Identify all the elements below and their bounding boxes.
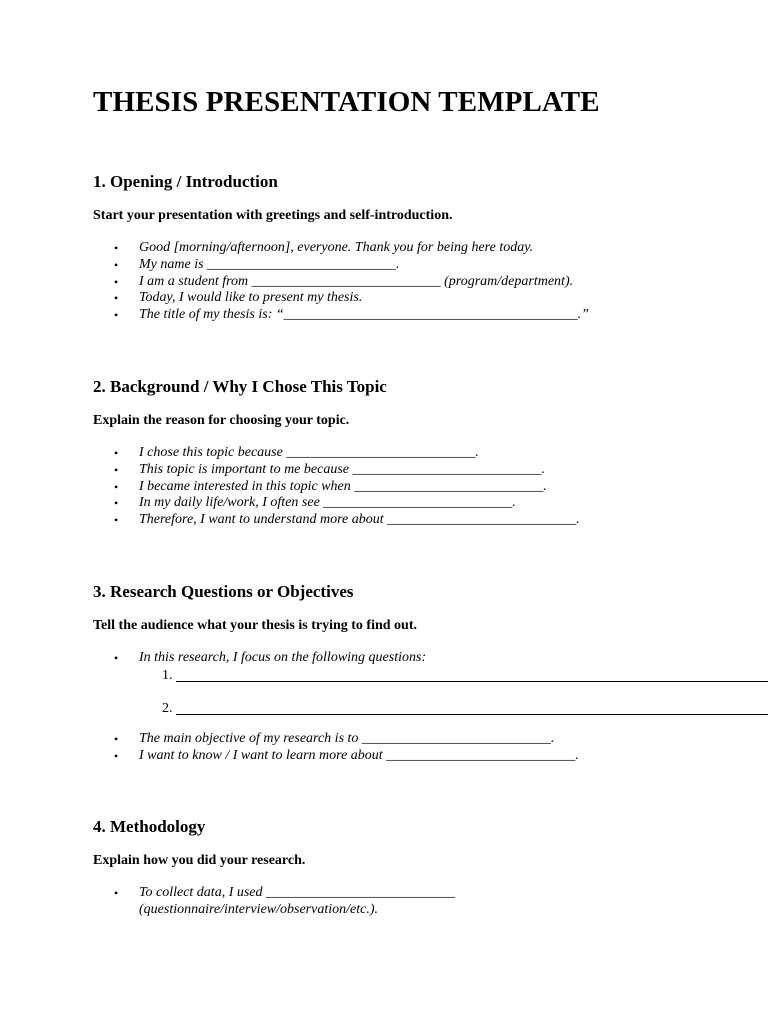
list-item: • In my daily life/work, I often see ___________________________.	[114, 495, 516, 511]
section-background	[93, 377, 753, 529]
list-item: • I want to know / I want to learn more about ___________________________.	[114, 747, 579, 763]
bullet-list	[93, 731, 753, 765]
list-item: • I chose this topic because ___________________________.	[114, 445, 479, 460]
list-item: • I became interested in this topic when ___________________________.	[114, 478, 547, 494]
section-lead: Tell the audience what your thesis is trying to find out.	[93, 618, 417, 633]
bullet-list	[93, 885, 753, 919]
bullet-icon: •	[114, 731, 119, 746]
list-item: • In this research, I focus on the following questions:	[114, 650, 427, 665]
list-item: • The main objective of my research is to ___________________________.	[114, 730, 555, 746]
section-research-questions	[93, 582, 753, 764]
blank-line	[176, 681, 768, 682]
section-lead: Explain how you did your research.	[93, 853, 306, 868]
bullet-icon: •	[114, 496, 119, 511]
section-lead: Start your presentation with greetings and self-introduction.	[93, 208, 453, 223]
bullet-icon: •	[114, 291, 119, 306]
section-lead: Explain the reason for choosing your topic.	[93, 413, 350, 428]
section-heading: 1. Opening / Introduction	[93, 172, 278, 191]
bullet-icon: •	[114, 257, 119, 272]
bullet-icon: •	[114, 446, 119, 460]
bullet-icon: •	[114, 241, 119, 255]
bullet-icon: •	[114, 748, 119, 763]
section-heading: 4. Methodology	[93, 817, 206, 836]
list-item: • Today, I would like to present my thesis.	[114, 290, 363, 306]
list-item: • I am a student from ___________________________ (program/department).	[114, 273, 574, 289]
bullet-icon: •	[114, 274, 119, 289]
bullet-list	[93, 445, 753, 529]
bullet-icon: •	[114, 886, 119, 900]
list-item: • My name is ___________________________.	[114, 256, 400, 272]
numbered-blank-line: 2.	[162, 700, 753, 731]
section-methodology	[93, 817, 753, 919]
bullet-icon: •	[114, 513, 119, 528]
section-opening	[93, 172, 753, 324]
section-heading: 3. Research Questions or Objectives	[93, 582, 354, 601]
bullet-icon: •	[114, 308, 119, 323]
list-item: • To collect data, I used ___________________________ (questionnaire/interview/observation/etc.).	[114, 885, 456, 917]
bullet-list	[93, 650, 753, 667]
list-item: • Good [morning/afternoon], everyone. Thank you for being here today.	[114, 240, 534, 255]
numbered-blank-line: 1.	[162, 667, 753, 700]
list-item: • Therefore, I want to understand more about ___________________________.	[114, 512, 580, 528]
bullet-icon: •	[114, 479, 119, 494]
document-title: THESIS PRESENTATION TEMPLATE	[93, 86, 600, 118]
list-item: • This topic is important to me because ___________________________.	[114, 461, 545, 477]
bullet-icon: •	[114, 462, 119, 477]
bullet-icon: •	[114, 651, 119, 665]
list-item: • The title of my thesis is: “__________________________________________.”	[114, 307, 589, 323]
section-heading: 2. Background / Why I Chose This Topic	[93, 377, 387, 396]
bullet-list	[93, 240, 753, 324]
blank-line	[176, 714, 768, 715]
